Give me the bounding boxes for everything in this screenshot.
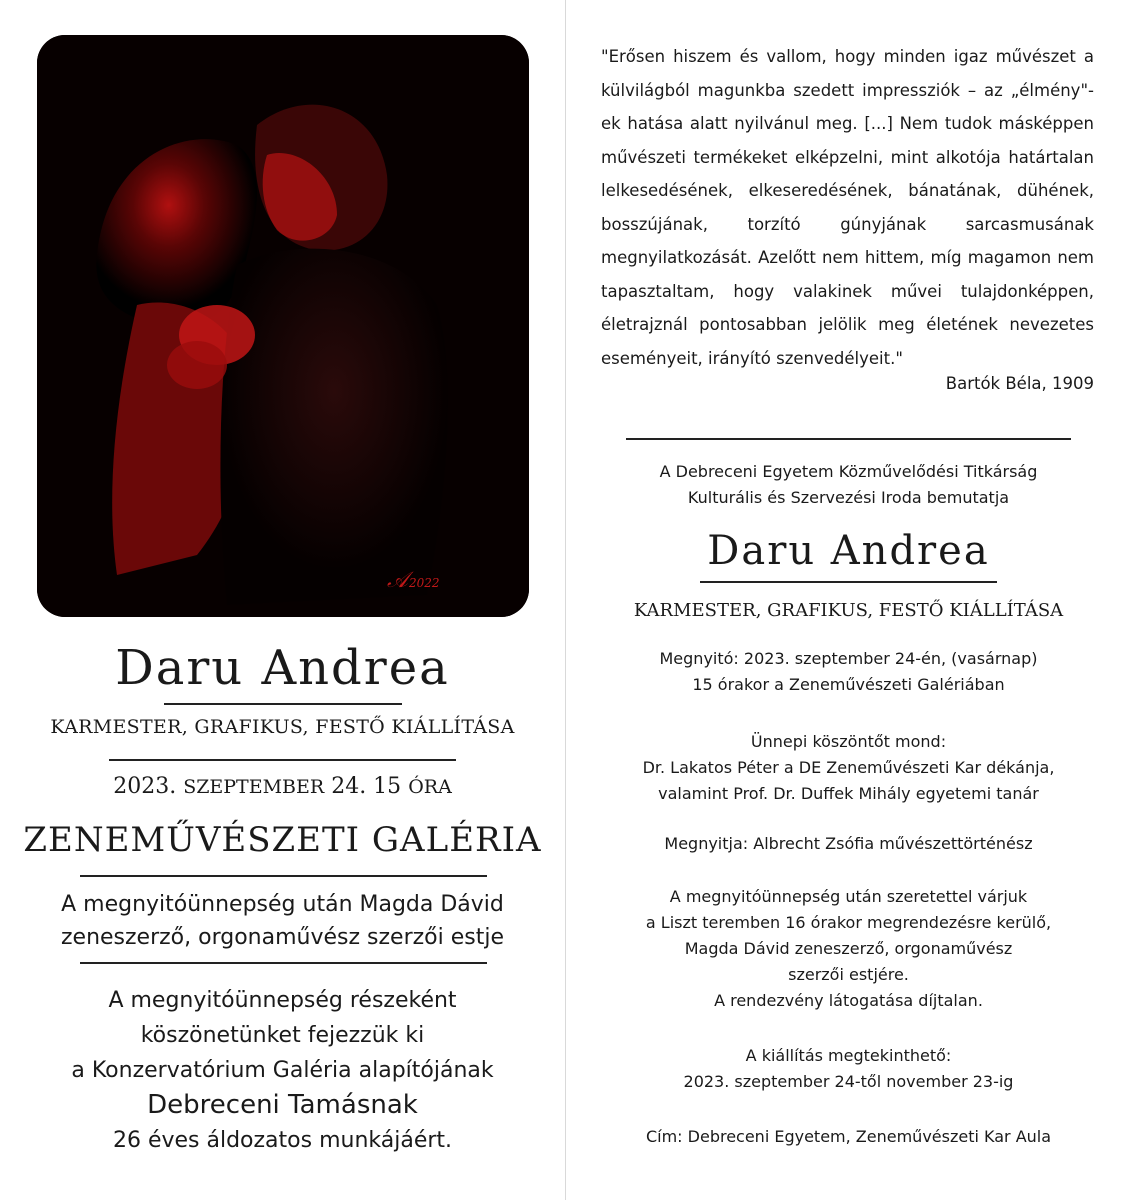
opener-block bbox=[566, 831, 1131, 857]
after-line: A megnyitóünnepség után Magda Dávid bbox=[61, 892, 504, 917]
signature-year: 2022 bbox=[409, 576, 440, 590]
opener-line: Megnyitja: Albrecht Zsófia művészettörténész bbox=[664, 834, 1033, 853]
name-underline bbox=[164, 703, 402, 705]
quote-rule bbox=[626, 438, 1071, 440]
visit-block bbox=[566, 1043, 1131, 1095]
date-hour: ÓRA bbox=[408, 776, 452, 798]
quote-author: Bartók Béla, 1909 bbox=[945, 374, 1094, 393]
concert-line: a Liszt teremben 16 órakor megrendezésre kerülő, bbox=[645, 913, 1052, 932]
left-panel bbox=[0, 0, 565, 1200]
couple-painting bbox=[37, 35, 529, 617]
venue-rule bbox=[80, 875, 487, 877]
visit-line: 2023. szeptember 24-től november 23-ig bbox=[683, 1072, 1014, 1091]
thanks-line: 26 éves áldozatos munkájáért. bbox=[112, 1128, 453, 1153]
venue-title: ZENEMŰVÉSZETI GALÉRIA bbox=[23, 820, 542, 860]
exhibition-subtitle: KARMESTER, GRAFIKUS, FESTŐ KIÁLLÍTÁSA bbox=[50, 716, 515, 738]
concert-block bbox=[566, 884, 1131, 1014]
visit-line: A kiállítás megtekinthető: bbox=[745, 1046, 952, 1065]
painting-image bbox=[37, 35, 529, 617]
opening-block bbox=[566, 646, 1131, 698]
event-date bbox=[0, 774, 565, 799]
name-underline-right bbox=[700, 581, 997, 583]
artist-name: Daru Andrea bbox=[115, 640, 450, 696]
greeting-line: Ünnepi köszöntőt mond: bbox=[750, 732, 947, 751]
artist-name-right: Daru Andrea bbox=[707, 528, 990, 574]
concert-line: szerzői estjére. bbox=[788, 965, 909, 984]
concert-line: A rendezvény látogatása díjtalan. bbox=[714, 991, 983, 1010]
after-line: zeneszerző, orgonaművész szerzői estje bbox=[60, 925, 505, 950]
date-month: SZEPTEMBER bbox=[183, 776, 325, 798]
greeting-line: Dr. Lakatos Péter a DE Zeneművészeti Kar dékánja, bbox=[642, 758, 1055, 777]
address-block bbox=[566, 1124, 1131, 1150]
greeting-line: valamint Prof. Dr. Duffek Mihály egyetemi tanár bbox=[658, 784, 1039, 803]
date-day: 24. 15 bbox=[331, 774, 402, 799]
after-rule bbox=[80, 962, 487, 964]
concert-line: A megnyitóünnepség után szeretettel várjuk bbox=[669, 887, 1028, 906]
thanks-line: A megnyitóünnepség részeként bbox=[108, 988, 457, 1013]
date-year: 2023. bbox=[113, 774, 177, 799]
bartok-quote: "Erősen hiszem és vallom, hogy minden igaz művészet a külvilágból magunkba szedett impressziók – az „élmény"-ek hatása alatt nyilvánul meg. [...] Nem tudok másképpen művészeti termékeket elképzelni, mint alkotója határtalan lelkesedésének, elkeseredésének, bánatának, dühének, bosszújának, torzító gúnyjának sarcasmusának megnyilatkozását. Azelőtt nem hittem, míg magamon nem tapasztaltam, hogy valakinek művei tulajdonképpen, életrajznál pontosabban jelölik meg életének nevezetes eseményeit, irányító szenvedélyeit." bbox=[601, 47, 1094, 368]
thanks-line: a Konzervatórium Galéria alapítójának bbox=[71, 1058, 494, 1083]
subtitle-rule bbox=[109, 759, 456, 761]
signature-mark: 𝒜 bbox=[387, 568, 408, 593]
thanks-note bbox=[0, 983, 565, 1158]
thanks-line: köszönetünket fejezzük ki bbox=[140, 1023, 425, 1048]
after-event-note bbox=[0, 888, 565, 954]
honoree-name: Debreceni Tamásnak bbox=[147, 1090, 418, 1120]
opening-line: Megnyitó: 2023. szeptember 24-én, (vasárnap) bbox=[659, 649, 1038, 668]
presenter-line: Kulturális és Szervezési Iroda bemutatja bbox=[687, 488, 1010, 507]
presenter-block bbox=[566, 459, 1131, 511]
greeting-block bbox=[566, 729, 1131, 807]
concert-line: Magda Dávid zeneszerző, orgonaművész bbox=[684, 939, 1013, 958]
presenter-line: A Debreceni Egyetem Közművelődési Titkárság bbox=[659, 462, 1038, 481]
exhibition-subtitle-right: KARMESTER, GRAFIKUS, FESTŐ KIÁLLÍTÁSA bbox=[633, 600, 1064, 621]
address-line: Cím: Debreceni Egyetem, Zeneművészeti Kar Aula bbox=[645, 1127, 1052, 1146]
opening-line: 15 órakor a Zeneművészeti Galériában bbox=[692, 675, 1005, 694]
